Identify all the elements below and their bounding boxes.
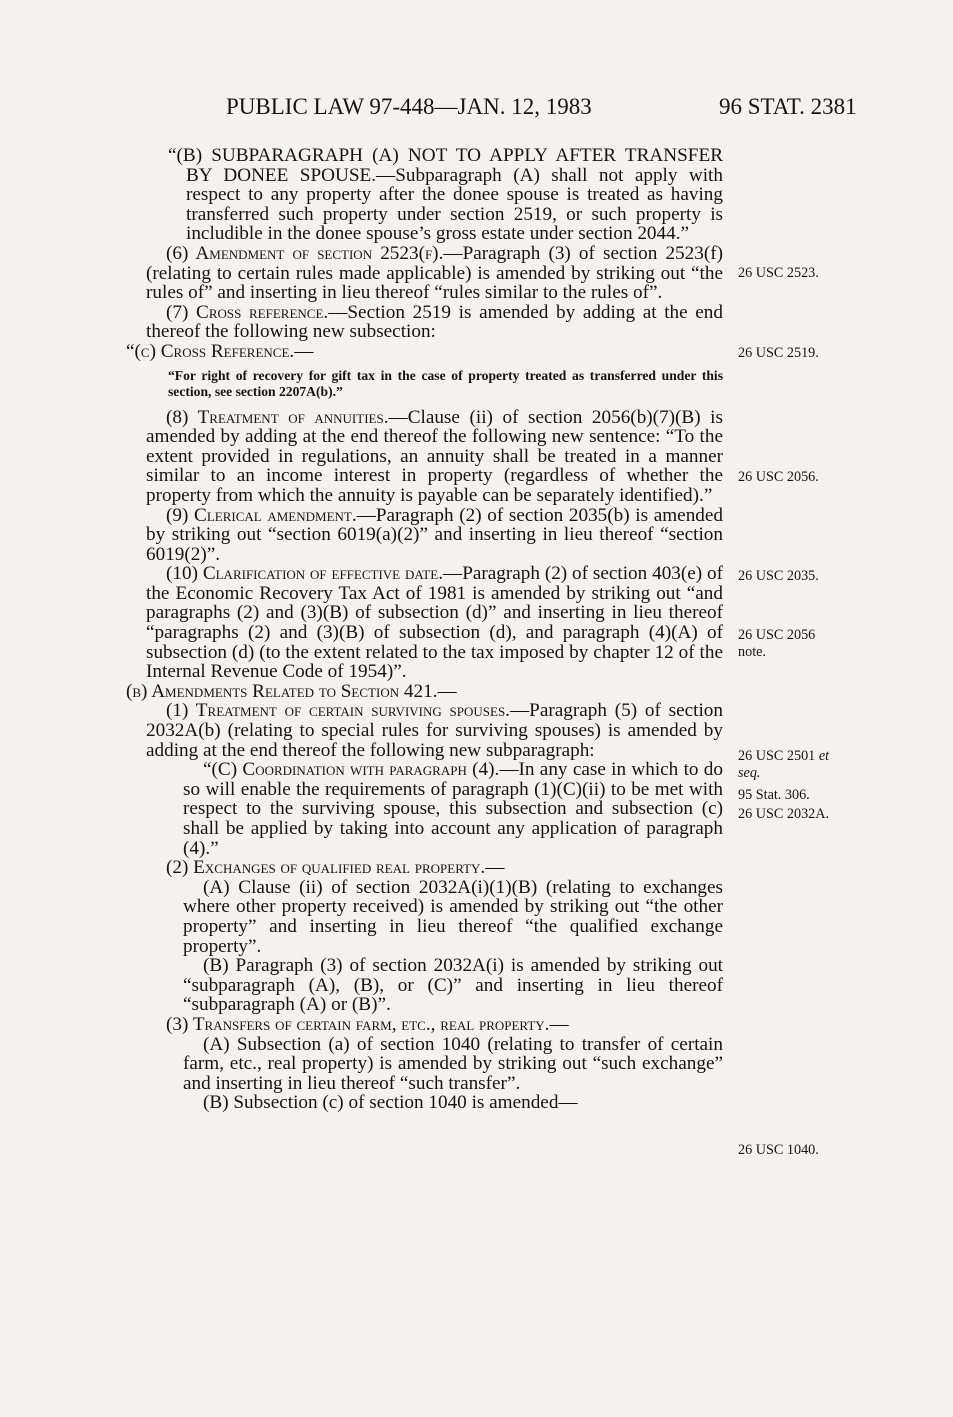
paragraph-b1-heading: (1) Treatment of certain surviving spouses. (166, 700, 510, 722)
paragraph-9 (146, 506, 723, 565)
paragraph-b2a: (A) Clause (ii) of section 2032A(i)(1)(B) (relating to exchanges where other property received) is amended by striking out “the other property” and inserting in lieu thereof “the qualified exchange property”. (183, 876, 723, 957)
sidenote-2501-et: et (818, 748, 830, 764)
paragraph-b3b: (B) Subsection (c) of section 1040 is amended— (203, 1092, 578, 1114)
subparagraph-c-text: —In any case in which to do so will enable the requirements of paragraph (1)(C)(ii) to be met with respect to the surviving spouse, this subsection and subsection (c) shall be applied by taking into account any application of paragraph (4).” (183, 759, 723, 859)
sidenote-seq: seq. (738, 765, 761, 781)
subparagraph-c-heading: “(C) Coordination with paragraph (4). (203, 759, 500, 781)
sidenote-95-stat: 95 Stat. 306. (738, 787, 810, 803)
page-header-title: PUBLIC LAW 97-448—JAN. 12, 1983 (226, 94, 592, 119)
paragraph-b1 (146, 701, 723, 760)
paragraph-b1-text: —Paragraph (5) of section 2032A(b) (relating to special rules for surviving spouses) is amended by adding at the end thereof the following new subparagraph: (146, 700, 723, 761)
paragraph-9-heading: (9) Clerical amendment. (166, 504, 357, 526)
paragraph-6-heading: (6) Amendment of section 2523(f). (166, 242, 444, 264)
sidenote-1040: 26 USC 1040. (738, 1142, 819, 1158)
paragraph-9-text: —Paragraph (2) of section 2035(b) is amended by striking out “section 6019(a)(2)” and inserting in lieu thereof “section 6019(2)”. (146, 504, 723, 565)
paragraph-7-text: —Section 2519 is amended by adding at the end thereof the following new subsection: (146, 301, 723, 343)
paragraph-b2-heading: (2) Exchanges of qualified real property.— (166, 857, 505, 879)
paragraph-6 (146, 244, 723, 303)
paragraph-10-text: —Paragraph (2) of section 403(e) of the Economic Recovery Tax Act of 1981 is amended by striking out “and paragraphs (2) and (3)(B) of subsection (d)” and inserting in lieu thereof “paragraphs (2) and (3)(B) of subsection (d), and paragraph (4)(A) of subsection (d) (to the extent related to the tax imposed by chapter 12 of the Internal Revenue Code of 1954)”. (146, 563, 724, 683)
sidenote-2056: 26 USC 2056. (738, 469, 819, 485)
paragraph-b3a: (A) Subsection (a) of section 1040 (relating to transfer of certain farm, etc., real property) is amended by striking out “such exchange” and inserting in lieu thereof “such transfer”. (183, 1033, 723, 1094)
paragraph-6-text: —Paragraph (3) of section 2523(f) (relating to certain rules made applicable) is amended by striking out “the rules of” and inserting in lieu thereof “rules similar to the rules of”. (146, 242, 723, 304)
paragraph-7-heading: (7) Cross reference. (166, 301, 329, 323)
subparagraph-c-block (146, 760, 723, 858)
sidenote-2519: 26 USC 2519. (738, 345, 819, 361)
paragraph-b3-heading: (3) Transfers of certain farm, etc., real property.— (166, 1013, 569, 1035)
sidenote-2523: 26 USC 2523. (738, 265, 819, 281)
paragraph-8 (146, 408, 723, 506)
sidenote-2032a: 26 USC 2032A. (738, 806, 830, 822)
sidenote-2035: 26 USC 2035. (738, 568, 819, 584)
paragraph-8-text: —Clause (ii) of section 2056(b)(7)(B) is amended by adding at the end thereof the following new sentence: “To the extent provided in regulations, an annuity shall be treated in a manner similar to an income interest in property (regardless of whether the property from which the annuity is payable can be separately identified).” (146, 406, 723, 506)
paragraph-10-heading: (10) Clarification of effective date. (166, 563, 443, 585)
sidenote-2501-text: 26 USC 2501 (738, 748, 816, 764)
subsection-b-heading: (b) Amendments Related to Section 421.— (126, 680, 457, 702)
subparagraph-b: “(B) SUBPARAGRAPH (A) NOT TO APPLY AFTER TRANSFER BY DONEE SPOUSE.—Subparagraph (A) shall not apply with respect to any property after the donee spouse is treated as having transferred such property under section 2519, or such property is includible in the donee spouse’s gross estate under section 2044.” (168, 145, 723, 245)
subparagraph-c (183, 760, 723, 858)
page-header-stat: 96 STAT. 2381 (719, 94, 857, 119)
paragraph-b2b: (B) Paragraph (3) of section 2032A(i) is amended by striking out “subparagraph (A), (B), or (C)” and inserting in lieu thereof “subparagraph (A) or (B)”. (183, 955, 723, 1016)
paragraph-7 (146, 303, 723, 342)
paragraph-b2-block (146, 878, 723, 1015)
paragraph-8-heading: (8) Treatment of annuities. (166, 406, 389, 428)
cross-reference-heading: “(c) Cross Reference.— (126, 340, 314, 362)
paragraph-10 (146, 564, 723, 682)
sidenote-2501 (738, 748, 829, 764)
document-body (126, 145, 724, 1114)
cross-reference-note: “For right of recovery for gift tax in the case of property treated as transferred under this section, see section 2207A(b).” (168, 367, 723, 399)
paragraph-b3-block (146, 1035, 723, 1113)
sidenote-2056-note-line2: note. (738, 644, 766, 660)
sidenote-2056-note-line1: 26 USC 2056 (738, 627, 816, 643)
